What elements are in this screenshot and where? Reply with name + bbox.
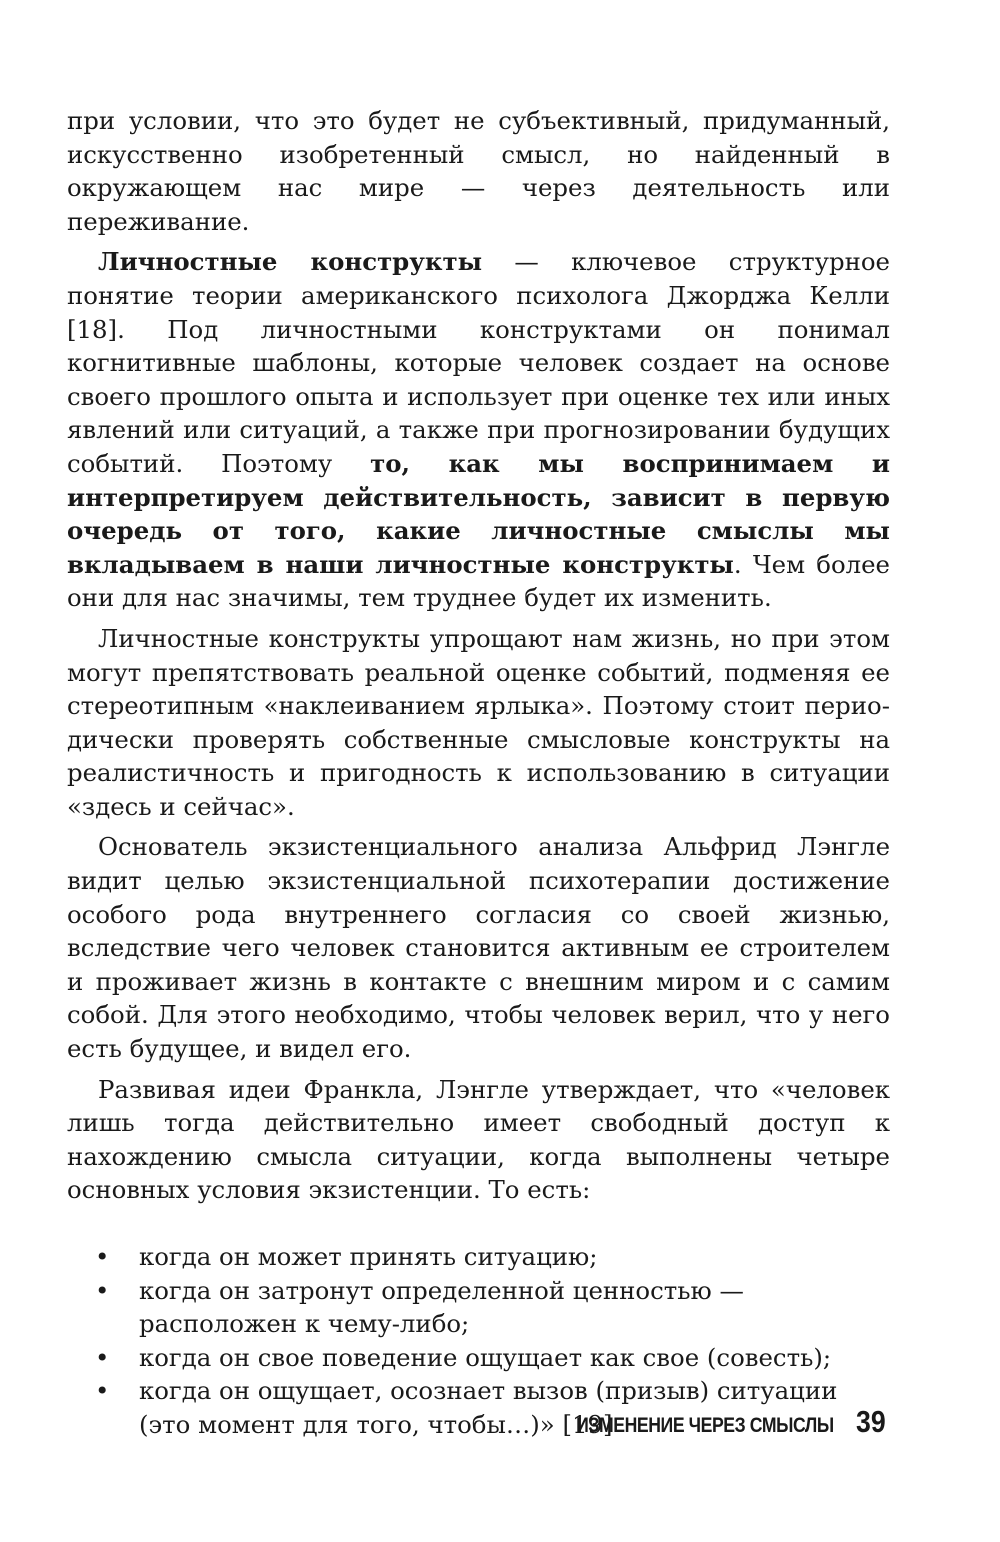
page-number: 39 [855,1404,886,1439]
paragraph-personal-constructs [67,245,890,615]
paragraph-text: Личностные конструкты упрощают нам жизнь, но при этом могут препятствовать реальной оценке событий, подменяя ее стереотипным «наклеиванием ярлыка». Поэтому стоит периодически проверять собственные смысловые конструкты на реалистичность и пригодность к использованию в ситуации «здесь и сейчас». [67,623,890,821]
bullet-icon: • [95,1275,110,1305]
list-item-text: когда он может принять ситуацию; [139,1242,598,1271]
running-title: ИЗМЕНЕНИЕ ЧЕРЕЗ СМЫСЛЫ [575,1414,834,1437]
term-personal-constructs: Личностные конструкты [98,247,483,277]
page-body [67,104,890,1442]
paragraph-text: Основатель экзистенциального анализа Альфрид Лэнгле видит целью экзистенциальной психотерапии достижение особого рода внутреннего согласия со своей жизнью, вследствие чего человек становится активным ее строителем и проживает жизнь в контакте с внешним миром и с самим собой. Для этого необходимо, чтобы человек верил, что у него есть будущее, и видел его. [67,832,890,1064]
emphasis-text: то, как мы воспринимаем и интерпретируем действительность, зависит в первую очередь от того, какие личностные смыслы мы вкладываем в наши личностные конструкты [67,448,890,579]
paragraph-text: при условии, что это будет не субъективный, придуманный, искусственно изобретенный смысл, но найденный в окружающем нас мире — через деятельность или переживание. [67,106,890,236]
list-item [67,1274,890,1341]
paragraph-constructs-simplify [67,622,890,824]
bullet-icon: • [95,1342,110,1372]
paragraph-text: Развивая идеи Франкла, Лэнгле утверждает, что «человек лишь тогда действительно имеет свободный доступ к нахождению смысла ситуации, когда выполнены четыре основных условия экзистенции. То есть: [67,1074,890,1205]
paragraph-text: — ключевое структурное понятие теории американского психолога Джорджа Келли [18]. Под личностными конструктами он понимал когнитивные шаблоны, которые человек создает на основе своего прошлого опыта и использует при оценке тех или иных явлений или ситуаций, а также при прогнозировании будущих событий. Поэтому [67,247,890,478]
list-item [67,1240,890,1274]
paragraph-langle-analysis [67,830,890,1065]
bullet-icon: • [95,1376,110,1406]
paragraph-text: . Чем более они для нас значимы, тем труднее будет их изменить. [67,549,890,613]
paragraph-langle-conditions [67,1073,890,1207]
paragraph-continuation [67,104,890,238]
list-item [67,1341,890,1375]
list-item-text: когда он свое поведение ощущает как свое (совесть); [139,1342,832,1372]
bullet-icon: • [95,1242,110,1271]
page-footer [527,1404,890,1440]
list-item-text: когда он затронут определенной ценностью — расположен к чему-либо; [139,1275,744,1339]
list-item-text: когда он ощущает, осознает вызов (призыв) ситуации (это момент для того, чтобы…)» [19] [139,1376,838,1439]
